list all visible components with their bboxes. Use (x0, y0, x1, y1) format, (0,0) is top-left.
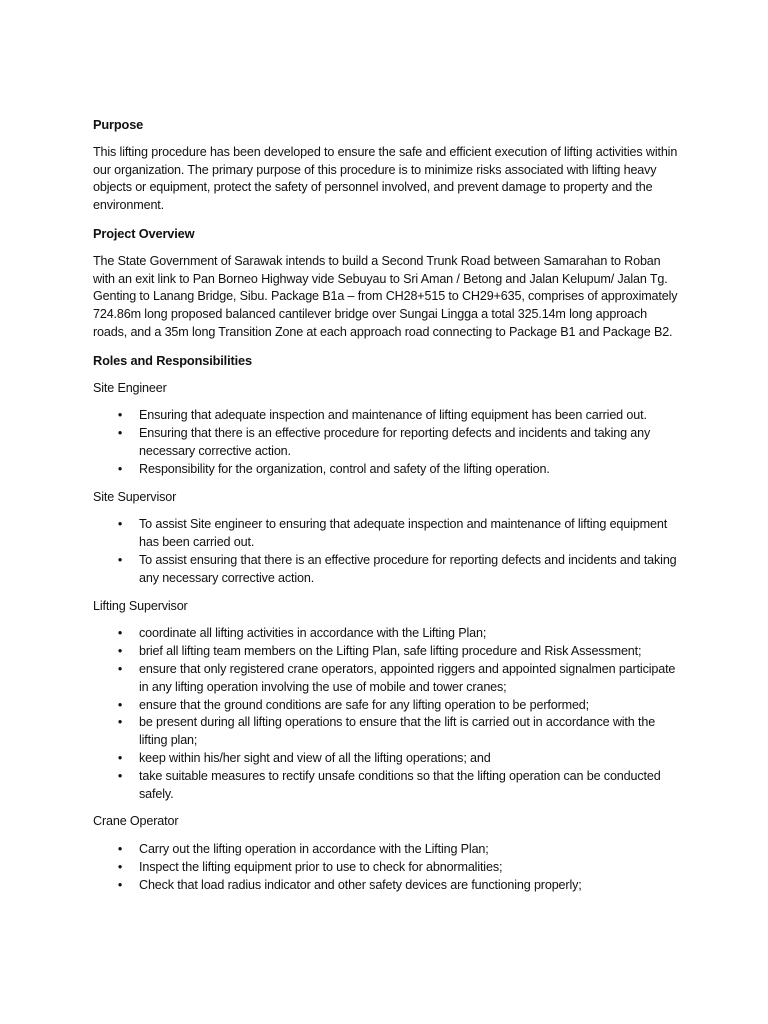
list-item (93, 859, 683, 877)
role-title-crane-operator: Crane Operator (93, 814, 179, 829)
bullet-icon: • (117, 461, 123, 476)
list-item-text: take suitable measures to rectify unsafe conditions so that the lifting operation can be conducted safely. (139, 768, 661, 801)
role-title-site-engineer: Site Engineer (93, 380, 167, 395)
list-item (93, 425, 683, 461)
bullet-icon: • (117, 750, 123, 765)
list-item (93, 877, 683, 895)
roles-heading: Roles and Responsibilities (93, 352, 252, 368)
site-engineer-list (93, 407, 683, 478)
role-title-lifting-supervisor: Lifting Supervisor (93, 598, 188, 613)
bullet-icon: • (117, 426, 123, 441)
list-item-text: To assist Site engineer to ensuring that adequate inspection and maintenance of lifting equipment has been carried out. (139, 517, 668, 550)
bullet-icon: • (117, 697, 123, 712)
list-item (93, 714, 683, 750)
list-item-text: ensure that the ground conditions are safe for any lifting operation to be performed; (139, 697, 590, 712)
site-supervisor-list (93, 516, 683, 587)
list-item (93, 552, 683, 588)
purpose-paragraph: This lifting procedure has been developed to ensure the safe and efficient execution of lifting activities within our organization. The primary purpose of this procedure is to minimize risks associated with lifting heavy objects or equipment, protect the safety of personnel involved, and prevent damage to property and the environment. (93, 144, 678, 213)
list-item (93, 661, 683, 697)
list-item-text: Carry out the lifting operation in accordance with the Lifting Plan; (139, 842, 489, 857)
bullet-icon: • (117, 517, 123, 532)
crane-operator-list (93, 841, 683, 894)
list-item (93, 768, 683, 804)
list-item (93, 643, 683, 661)
list-item (93, 516, 683, 552)
list-item (93, 461, 683, 479)
list-item (93, 407, 683, 425)
bullet-icon: • (117, 877, 123, 892)
bullet-icon: • (117, 626, 123, 641)
list-item (93, 750, 683, 768)
list-item-text: brief all lifting team members on the Lifting Plan, safe lifting procedure and Risk Assessment; (139, 644, 642, 659)
bullet-icon: • (117, 661, 123, 676)
list-item-text: Ensuring that adequate inspection and maintenance of lifting equipment has been carried out. (139, 408, 647, 423)
list-item-text: keep within his/her sight and view of all the lifting operations; and (139, 750, 491, 765)
list-item-text: Responsibility for the organization, control and safety of the lifting operation. (139, 461, 550, 476)
list-item (93, 625, 683, 643)
bullet-icon: • (117, 768, 123, 783)
list-item-text: To assist ensuring that there is an effective procedure for reporting defects and incidents and taking any necessary corrective action. (139, 552, 677, 585)
project-overview-paragraph: The State Government of Sarawak intends to build a Second Trunk Road between Samarahan to Roban with an exit link to Pan Borneo Highway vide Sebuyau to Sri Aman / Betong and Jalan Kelupum/ Jalan Tg. Genting to Lanang Bridge, Sibu. Package B1a – from CH28+515 to CH29+635, comprises of approximately 724.86m long proposed balanced cantilever bridge over Sungai Lingga a total 325.14m long approach roads, and a 35m long Transition Zone at each approach road connecting to Package B1 and Package B2. (93, 253, 678, 339)
role-title-site-supervisor: Site Supervisor (93, 489, 177, 504)
list-item-text: coordinate all lifting activities in accordance with the Lifting Plan; (139, 626, 487, 641)
list-item-text: be present during all lifting operations to ensure that the lift is carried out in accordance with the lifting plan; (139, 715, 656, 748)
list-item-text: Inspect the lifting equipment prior to use to check for abnormalities; (139, 859, 503, 874)
list-item-text: Check that load radius indicator and other safety devices are functioning properly; (139, 877, 582, 892)
bullet-icon: • (117, 408, 123, 423)
bullet-icon: • (117, 842, 123, 857)
bullet-icon: • (117, 715, 123, 730)
document-page (93, 116, 683, 904)
bullet-icon: • (117, 552, 123, 567)
project-overview-heading: Project Overview (93, 225, 195, 241)
bullet-icon: • (117, 859, 123, 874)
list-item (93, 697, 683, 715)
purpose-heading: Purpose (93, 117, 144, 132)
list-item (93, 841, 683, 859)
list-item-text: Ensuring that there is an effective procedure for reporting defects and incidents and taking any necessary corrective action. (139, 426, 651, 458)
bullet-icon: • (117, 644, 123, 659)
list-item-text: ensure that only registered crane operators, appointed riggers and appointed signalmen participate in any lifting operation involving the use of mobile and tower cranes; (139, 661, 676, 694)
lifting-supervisor-list (93, 625, 683, 803)
